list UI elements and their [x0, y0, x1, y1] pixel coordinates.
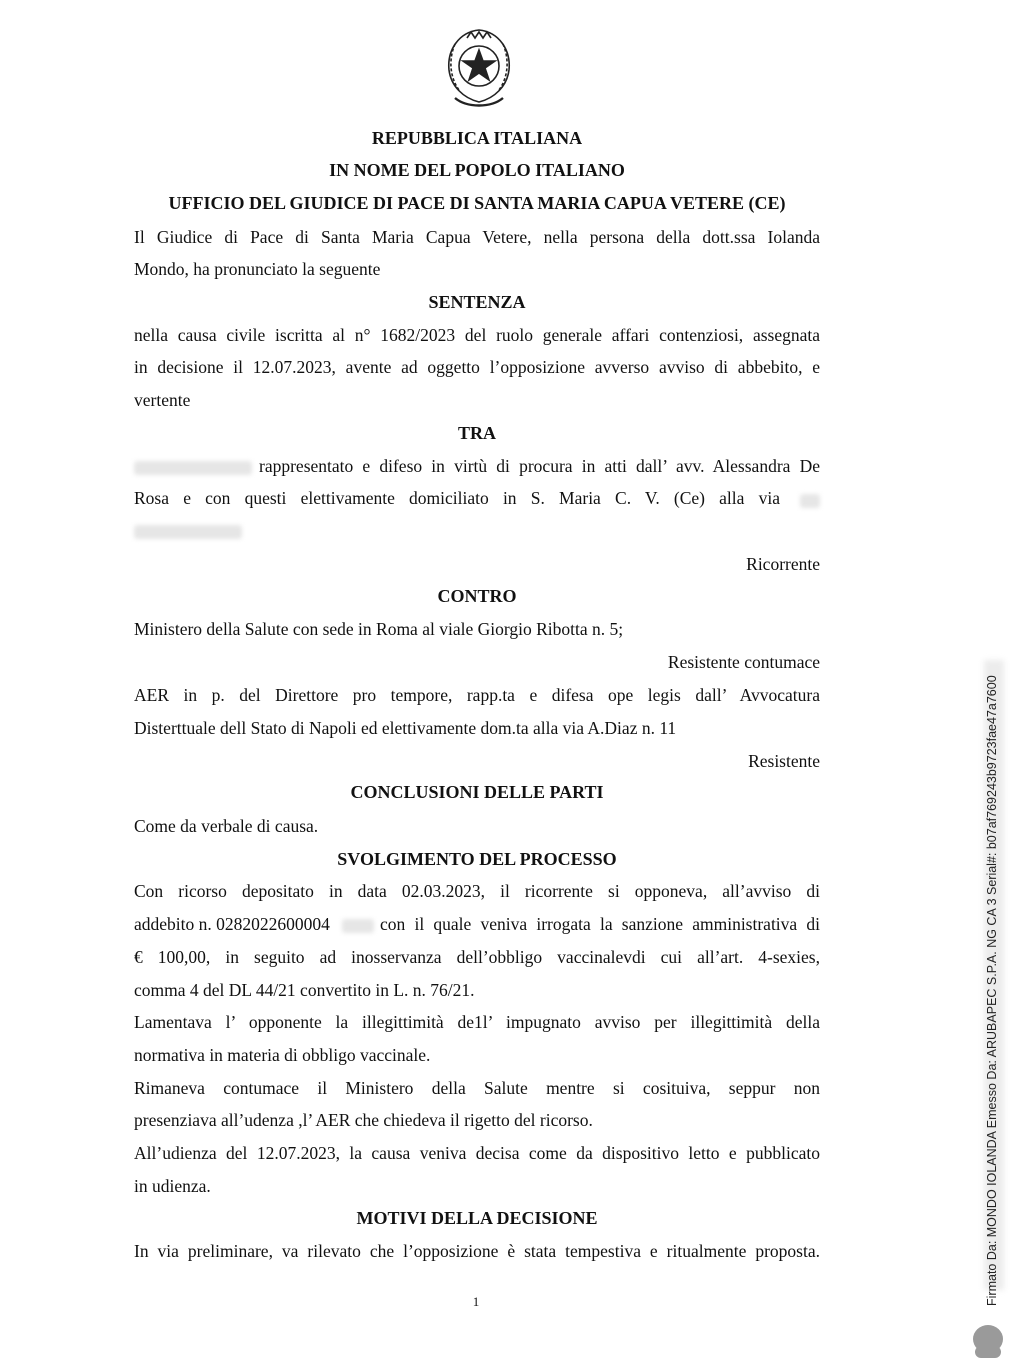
- motivi-line-1: In via preliminare, va rilevato che l’opposizione è stata tempestiva e ritualmente proposta.: [134, 1241, 820, 1261]
- sentenza-heading: SENTENZA: [428, 292, 526, 312]
- svolgimento-line-2a: addebito n. 0282022600004: [134, 914, 330, 934]
- svolgimento-line-6: normativa in materia di obbligo vaccinale.: [134, 1045, 431, 1065]
- svolgimento-line-10: in udienza.: [134, 1176, 211, 1196]
- svolgimento-line-8: presenziava all’udenza ,l’ AER che chiedeva il rigetto del ricorso.: [134, 1110, 593, 1130]
- motivi-heading: MOTIVI DELLA DECISIONE: [356, 1208, 598, 1228]
- svolgimento-line-9: All’udienza del 12.07.2023, la causa veniva decisa come da dispositivo letto e pubblicato: [134, 1143, 820, 1163]
- resistente-contumace-role: Resistente contumace: [667, 652, 820, 672]
- svolgimento-line-1: Con ricorso depositato in data 02.03.2023, il ricorrente si opponeva, all’avviso di: [134, 881, 820, 901]
- resistente-role: Resistente: [748, 751, 820, 771]
- contro-party-2-line-1: AER in p. del Direttore pro tempore, rapp.ta e difesa ope legis dall’ Avvocatura: [134, 685, 820, 705]
- tra-heading: TRA: [457, 423, 496, 443]
- redacted-name: [134, 461, 252, 475]
- page-number: 1: [472, 1294, 480, 1309]
- conclusioni-heading: CONCLUSIONI DELLE PARTI: [350, 782, 604, 802]
- conclusioni-text: Come da verbale di causa.: [134, 816, 319, 836]
- svolgimento-line-3: € 100,00, in seguito ad inosservanza dell’obbligo vaccinalevdi cui all’art. 4-sexies,: [134, 947, 820, 967]
- in-name-title: IN NOME DEL POPOLO ITALIANO: [329, 160, 625, 180]
- sentenza-line-3: vertente: [134, 390, 191, 410]
- svolgimento-line-5: Lamentava l’ opponente la illegittimità de1l’ impugnato avviso per illegittimità della: [134, 1012, 820, 1032]
- redacted-address-end: [800, 494, 820, 508]
- sentenza-line-2: in decisione il 12.07.2023, avente ad oggetto l’opposizione avverso avviso di abbebito, e: [134, 357, 820, 377]
- signature-stamp-icon: [970, 1322, 1006, 1360]
- digital-signature-text: Firmato Da: MONDO IOLANDA Emesso Da: ARUBAPEC S.P.A. NG CA 3 Serial#: b07af769243b9723fae47a7600: [985, 675, 999, 1306]
- svolgimento-line-4: comma 4 del DL 44/21 convertito in L. n. 76/21.: [134, 980, 475, 1000]
- tra-line-1: rappresentato e difeso in virtù di procura in atti dall’ avv. Alessandra De: [259, 456, 820, 476]
- ricorrente-role: Ricorrente: [746, 554, 820, 574]
- contro-party-2-line-2: Disterttuale dell Stato di Napoli ed elettivamente dom.ta alla via A.Diaz n. 11: [134, 718, 677, 738]
- svolgimento-line-2b: con il quale veniva irrogata la sanzione amministrativa di: [380, 914, 820, 934]
- republic-title: REPUBBLICA ITALIANA: [371, 128, 583, 148]
- svolgimento-line-7: Rimaneva contumace il Ministero della Salute mentre si cosituiva, seppur non: [134, 1078, 820, 1098]
- tra-line-2: Rosa e con questi elettivamente domiciliato in S. Maria C. V. (Ce) alla via: [134, 488, 780, 508]
- svolgimento-heading: SVOLGIMENTO DEL PROCESSO: [337, 849, 617, 869]
- intro-line-1: Il Giudice di Pace di Santa Maria Capua Vetere, nella persona della dott.ssa Iolanda: [134, 227, 820, 247]
- redacted-address: [134, 525, 242, 539]
- republic-emblem-icon: [441, 24, 517, 110]
- intro-line-2: Mondo, ha pronunciato la seguente: [134, 259, 381, 279]
- contro-party-1: Ministero della Salute con sede in Roma al viale Giorgio Ribotta n. 5;: [134, 619, 624, 639]
- sentenza-line-1: nella causa civile iscritta al n° 1682/2023 del ruolo generale affari contenziosi, assegnata: [134, 325, 820, 345]
- redacted-number: [342, 919, 374, 933]
- contro-heading: CONTRO: [437, 586, 517, 606]
- office-title: UFFICIO DEL GIUDICE DI PACE DI SANTA MARIA CAPUA VETERE (CE): [168, 193, 786, 213]
